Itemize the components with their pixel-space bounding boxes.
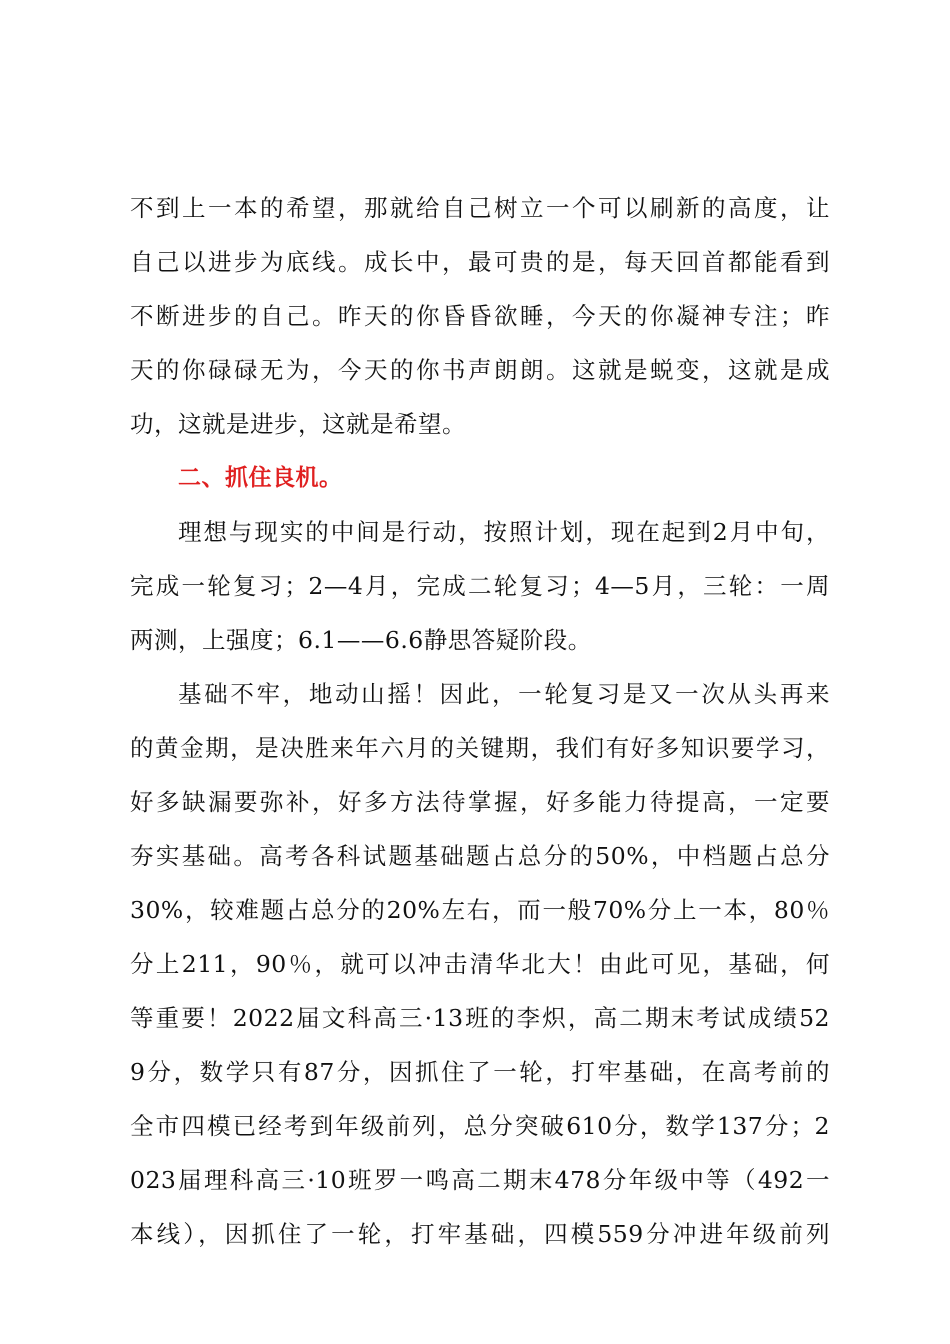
text-line: 023届理科高三·10班罗一鸣高二期末478分年级中等（492一 (130, 1166, 830, 1194)
text-line: 自己以进步为底线。成长中，最可贵的是，每天回首都能看到 (130, 248, 830, 276)
text-line: 完成一轮复习；2—4月，完成二轮复习；4—5月，三轮：一周 (130, 572, 830, 600)
text-line: 夯实基础。高考各科试题基础题占总分的50%，中档题占总分 (130, 842, 830, 870)
document-body (130, 181, 830, 1261)
text-line: 理想与现实的中间是行动，按照计划，现在起到2月中旬， (178, 518, 830, 546)
text-line: 好多缺漏要弥补，好多方法待掌握，好多能力待提高，一定要 (130, 788, 830, 816)
text-line: 的黄金期，是决胜来年六月的关键期，我们有好多知识要学习， (130, 734, 830, 762)
text-line: 9分，数学只有87分，因抓住了一轮，打牢基础，在高考前的 (130, 1058, 830, 1086)
paragraph-1 (130, 181, 830, 451)
text-line: 分上211，90％，就可以冲击清华北大！由此可见，基础，何 (130, 950, 830, 978)
text-line: 不断进步的自己。昨天的你昏昏欲睡，今天的你凝神专注；昨 (130, 302, 830, 330)
paragraph-3 (130, 667, 830, 1261)
text-line: 功，这就是进步，这就是希望。 (130, 410, 466, 438)
text-line: 两测，上强度；6.1——6.6静思答疑阶段。 (130, 626, 592, 654)
text-line: 本线），因抓住了一轮，打牢基础，四模559分冲进年级前列 (130, 1220, 830, 1248)
section-heading: 二、抓住良机。 (178, 465, 343, 491)
paragraph-2 (130, 505, 830, 667)
text-line: 基础不牢，地动山摇！因此，一轮复习是又一次从头再来 (178, 680, 830, 708)
text-line: 不到上一本的希望，那就给自己树立一个可以刷新的高度，让 (130, 194, 830, 222)
text-line: 天的你碌碌无为，今天的你书声朗朗。这就是蜕变，这就是成 (130, 356, 830, 384)
text-line: 全市四模已经考到年级前列，总分突破610分，数学137分；2 (130, 1112, 830, 1140)
text-line: 30%，较难题占总分的20%左右，而一般70%分上一本，80％ (130, 896, 830, 924)
text-line: 等重要！2022届文科高三·13班的李炽，高二期末考试成绩52 (130, 1004, 830, 1032)
